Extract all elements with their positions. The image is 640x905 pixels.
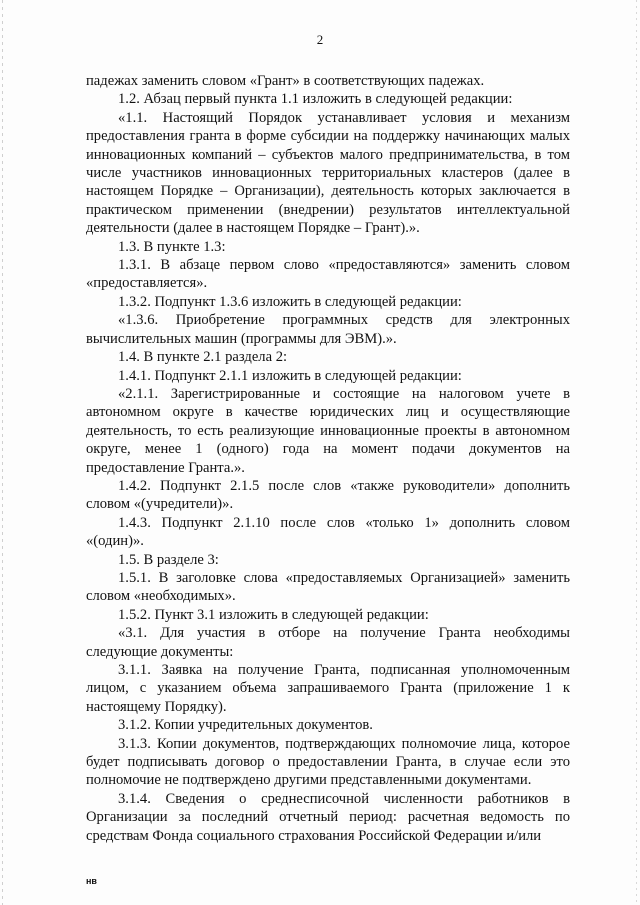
paragraph: 3.1.3. Копии документов, подтверждающих полномочие лица, которое будет подписывать договор о предоставлении Гранта, в случае если это полномочие не подтверждено другими представленными документами.	[86, 735, 570, 789]
paragraph: 1.3.1. В абзаце первом слово «предоставляются» заменить словом «предоставляется».	[86, 257, 570, 292]
scan-edge-right	[636, 0, 637, 905]
paragraph: «1.3.6. Приобретение программных средств для электронных вычислительных машин (программы для ЭВМ).».	[86, 312, 570, 347]
paragraph: 1.3.2. Подпункт 1.3.6 изложить в следующей редакции:	[118, 293, 462, 310]
paragraph: «3.1. Для участия в отборе на получение Гранта необходимы следующие документы:	[86, 625, 570, 660]
paragraph: 1.2. Абзац первый пункта 1.1 изложить в следующей редакции:	[118, 91, 513, 108]
paragraph: «1.1. Настоящий Порядок устанавливает условия и механизм предоставления гранта в форме субсидии на поддержку начинающих малых инновационных компаний – субъектов малого предпринимательства, в том числе участников инновационных территориальных кластеров (далее в настоящем Порядке – Организации), деятельность которых заключается в практическом применении (внедрении) результатов интеллектуальной деятельности (далее в настоящем Порядке – Грант).».	[86, 109, 570, 237]
paragraph: 1.3. В пункте 1.3:	[118, 238, 226, 255]
document-body	[86, 72, 570, 845]
paragraph: 1.5.1. В заголовке слова «предоставляемых Организацией» заменить словом «необходимых».	[86, 569, 570, 605]
footer-stamp: нв	[86, 876, 97, 886]
page-number: 2	[316, 32, 324, 47]
paragraph: «2.1.1. Зарегистрированные и состоящие на налоговом учете в автономном округе в качестве юридических лиц и осуществляющие деятельность, то есть реализующие инновационные проекты в автономном округе, менее 1 (одного) года на момент подачи документов на предоставление Гранта.».	[86, 385, 570, 476]
paragraph: 1.4.3. Подпункт 2.1.10 после слов «только 1» дополнить словом «(один)».	[86, 514, 570, 550]
paragraph: 3.1.2. Копии учредительных документов.	[118, 717, 373, 734]
paragraph: 1.5.2. Пункт 3.1 изложить в следующей редакции:	[118, 606, 429, 623]
scan-edge-left	[2, 0, 3, 905]
paragraph: 3.1.1. Заявка на получение Гранта, подписанная уполномоченным лицом, с указанием объема запрашиваемого Гранта (приложение 1 к настоящему Порядку).	[86, 662, 570, 715]
paragraph: 1.4.1. Подпункт 2.1.1 изложить в следующей редакции:	[118, 367, 462, 384]
paragraph: 1.4. В пункте 2.1 раздела 2:	[118, 349, 288, 366]
paragraph: падежах заменить словом «Грант» в соответствующих падежах.	[86, 73, 485, 89]
paragraph: 3.1.4. Сведения о среднесписочной численности работников в Организации за последний отчетный период: расчетная ведомость по средствам Фонда социального страхования Российской Федерации и/или	[86, 790, 570, 844]
paragraph: 1.4.2. Подпункт 2.1.5 после слов «также руководители» дополнить словом «(учредители)».	[86, 477, 570, 513]
paragraph: 1.5. В разделе 3:	[118, 551, 219, 568]
